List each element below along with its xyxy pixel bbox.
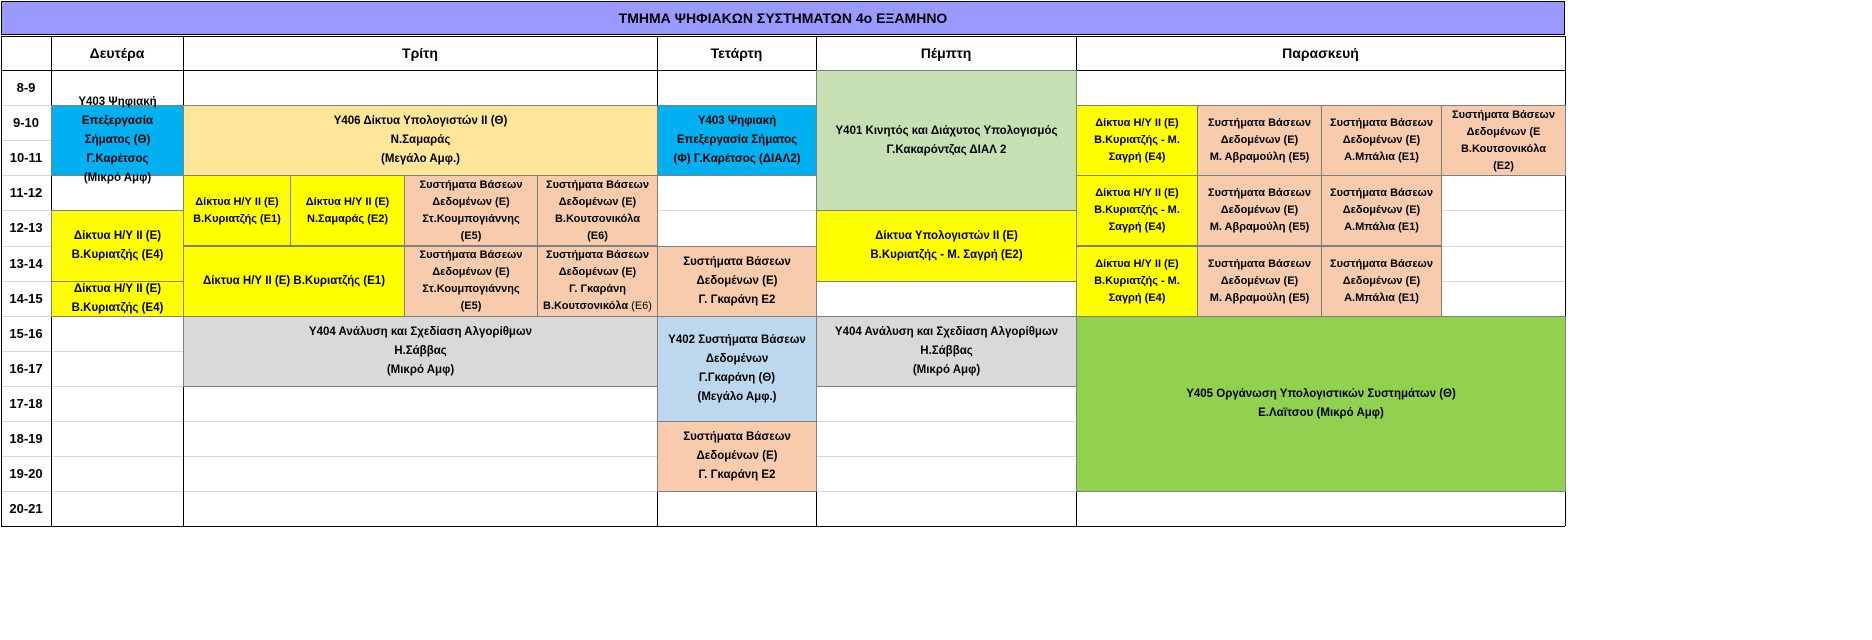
time-slot-label: 20-21 [9,501,43,517]
session-text-line: Υ406 Δίκτυα Υπολογιστών ΙΙ (Θ) [333,115,508,128]
session-text-line: Δεδομένων (Ε) [432,195,510,208]
session-text-line: Μ. Αβραμούλη (Ε5) [1209,291,1310,304]
session-text-line: Δίκτυα Η/Υ ΙΙ (Ε) [73,282,162,295]
session-text-line: (Μικρό Αμφ) [912,363,981,376]
grid-line [1,526,1565,527]
class-session-fri-db-e5-3 [1197,246,1322,317]
class-session-tue-y404 [183,316,658,387]
class-session-fri-db-e1-3 [1321,246,1442,317]
session-text-line: Συστήματα Βάσεων [546,249,649,262]
session-text-line: Γ. Γκαράνη Ε2 [698,469,776,482]
class-session-fri-db-e1-1 [1321,105,1442,176]
session-text-line: Σαγρή (Ε4) [1108,221,1166,234]
day-header: Τετάρτη [710,45,763,61]
session-text-line: Α.Μπάλια (Ε1) [1344,291,1419,304]
session-text-line: Μ. Αβραμούλη (Ε5) [1209,221,1310,234]
session-text-line: Ν.Σαμαράς [390,134,451,147]
session-text-line: Δεδομένων [705,352,769,365]
class-session-fri-db-e5-2 [1197,175,1322,246]
session-text-line: Υ404 Ανάλυση και Σχεδίαση Αλγορίθμων [308,325,533,338]
session-text-line: Δίκτυα Η/Υ ΙΙ (Ε) [305,195,390,208]
day-header: Παρασκευή [1282,45,1359,61]
session-text-line: Δίκτυα Η/Υ ΙΙ (Ε) [1095,187,1179,200]
class-session-thu-y401 [816,70,1077,211]
session-text-line: Η.Σάββας [394,344,447,357]
session-text-line: Συστήματα Βάσεων [1208,117,1311,130]
session-text-line: Υ404 Ανάλυση και Σχεδίαση Αλγορίθμων [834,325,1059,338]
session-text-line: Β.Κυριατζής (Ε1) [193,212,281,225]
class-session-fri-lab-2 [1076,175,1198,246]
session-text-line: Α.Μπάλια (Ε1) [1344,151,1419,164]
session-text-line: Β.Κουτσονικόλα [1460,142,1547,155]
class-session-mon-lab-1 [51,210,184,281]
session-text-line: Συστήματα Βάσεων [1330,117,1433,130]
session-text-line: Δίκτυα Η/Υ ΙΙ (Ε) [1095,117,1179,130]
session-text-line: (Μικρό Αμφ) [386,363,455,376]
class-session-fri-y405 [1076,316,1566,493]
session-text-line: Συστήματα Βάσεων [1330,187,1433,200]
timetable-title: ΤΜΗΜΑ ΨΗΦΙΑΚΩΝ ΣΥΣΤΗΜΑΤΩΝ 4ο ΕΞΑΜΗΝΟ [1,1,1565,35]
session-text-line: Δεδομένων (Ε) [558,266,637,279]
session-text-line: Δίκτυα Η/Υ ΙΙ (Ε) [195,195,279,208]
session-text-line: Συστήματα Βάσεων [419,249,523,262]
session-text-line: Σήματος (Θ) [84,134,151,147]
class-session-tue-y406 [183,105,658,176]
session-text-line: Γ.Κακαρόντζας ΔΙΑΛ 2 [886,143,1007,156]
time-slot-label: 9-10 [12,115,40,131]
class-session-tue-db-e5a [404,175,538,246]
session-text-line: Σαγρή (Ε4) [1108,151,1166,164]
class-session-fri-db-e5-1 [1197,105,1322,176]
time-slot-label: 10-11 [9,150,43,166]
class-session-tue-db-e6a [537,175,658,246]
session-text-line: Δεδομένων (Ε [1466,125,1541,138]
session-text-line: Συστήματα Βάσεων [1208,187,1311,200]
time-slot-label: 12-13 [9,220,43,236]
session-text-line: (Μεγάλο Αμφ.) [697,390,777,403]
session-text-line: (Φ) Γ.Καρέτσος (ΔΙΑΛ2) [673,153,801,166]
session-text-line: Δίκτυα Η/Υ ΙΙ (Ε) [73,229,162,242]
class-session-tue-db-e6b [537,246,658,317]
class-session-thu-lab [816,210,1077,281]
session-text-line: Β.Κυριατζής - Μ. [1094,204,1180,217]
session-text-line: Δίκτυα Η/Υ ΙΙ (Ε) Β.Κυριατζής (Ε1) [202,274,386,287]
session-text-line: Δεδομένων (Ε) [558,195,637,208]
session-text-line: (Μικρό Αμφ) [83,172,152,185]
session-text-line: Δεδομένων (Ε) [1220,204,1299,217]
class-session-tue-lab-e1b [183,246,405,317]
time-slot-label: 13-14 [9,255,43,271]
time-slot-label: 16-17 [9,360,43,376]
session-text-line: Γ.Γκαράνη (Θ) [698,371,776,384]
grid-line [1,70,1565,71]
time-slot-label: 11-12 [9,185,43,201]
class-session-fri-db-e2 [1441,105,1566,176]
time-slot-label: 8-9 [16,80,36,96]
class-session-thu-y404 [816,316,1077,387]
session-text-line: Συστήματα Βάσεων [1208,257,1311,270]
session-text-line: Συστήματα Βάσεων [419,178,523,191]
class-session-mon-y403 [51,96,184,185]
class-session-fri-db-e1-2 [1321,175,1442,246]
time-slot-label: 19-20 [9,466,43,482]
class-session-tue-lab-e2 [290,175,405,246]
session-text-line: Α.Μπάλια (Ε1) [1344,221,1419,234]
class-session-wed-db-2 [657,421,817,492]
class-session-wed-db-1 [657,246,817,317]
session-text-line: Δεδομένων (Ε) [432,266,510,279]
session-text-line: Ε.Λαϊτσου (Μικρό Αμφ) [1258,406,1384,419]
session-text-line: Υ405 Οργάνωση Υπολογιστικών Συστημάτων (Θ) [1186,387,1456,400]
session-text-line: Δεδομένων (Ε) [1342,204,1421,217]
session-text-line: Συστήματα Βάσεων [1452,108,1555,121]
session-text-line: Στ.Κουμπογιάννης [422,283,520,296]
session-text-line: Γ.Καρέτσος [86,153,149,166]
session-text-line: Β.Κουτσονικόλα (Ε6) [543,300,652,313]
session-text-line: Δεδομένων (Ε) [1342,274,1421,287]
class-session-wed-y402 [657,316,817,422]
session-text-line: Επεξεργασία Σήματος [676,134,798,147]
class-session-tue-lab-e1 [183,175,291,246]
time-slot-label: 18-19 [9,431,43,447]
session-text-line: Η.Σάββας [920,344,973,357]
session-text-line: Συστήματα Βάσεων [1330,257,1433,270]
session-text-line: Β.Κυριατζής (Ε4) [71,248,164,261]
class-session-tue-db-e5b [404,246,538,317]
session-text-line: (Ε5) [460,229,482,242]
session-text-line: (Μεγάλο Αμφ.) [381,153,460,166]
time-slot-label: 17-18 [9,395,43,411]
class-session-wed-y403 [657,105,817,176]
session-text-line: Στ.Κουμπογιάννης [422,212,520,225]
session-text-line: Συστήματα Βάσεων [683,255,791,268]
session-text-line: Δεδομένων (Ε) [696,450,778,463]
session-text-suffix: (Ε6) [628,300,652,313]
session-text-line: Δίκτυα Υπολογιστών ΙΙ (Ε) [875,229,1018,242]
session-text-line: (Ε2) [1493,159,1514,172]
day-header: Δευτέρα [89,45,145,61]
session-text-line: Συστήματα Βάσεων [546,178,649,191]
time-slot-label: 14-15 [9,290,43,306]
session-text-line: Β.Κυριατζής - Μ. [1094,134,1180,147]
session-text-line: Δεδομένων (Ε) [1220,134,1299,147]
session-text-line: Υ403 Ψηφιακή [697,115,777,128]
session-text-line: Δεδομένων (Ε) [696,274,778,287]
session-text-line: Υ402 Συστήματα Βάσεων [668,333,806,346]
session-text-line: Υ401 Κινητός και Διάχυτος Υπολογισμός [835,124,1058,137]
session-text-line: Δεδομένων (Ε) [1342,134,1421,147]
class-session-fri-lab-3 [1076,246,1198,317]
session-text-line: Γ. Γκαράνη [568,283,627,296]
session-text-line: Σαγρή (Ε4) [1108,291,1166,304]
session-text-line: Γ. Γκαράνη Ε2 [698,293,776,306]
class-session-mon-lab-2 [51,281,184,317]
class-session-fri-lab-1 [1076,105,1198,176]
session-text-line: Β.Κυριατζής - Μ. Σαγρή (Ε2) [870,248,1023,261]
session-text-line: Δίκτυα Η/Υ ΙΙ (Ε) [1095,257,1179,270]
session-text-line: Μ. Αβραμούλη (Ε5) [1209,151,1310,164]
session-text-line: Β.Κουτσονικόλα [554,212,641,225]
session-text-line: (Ε6) [587,229,608,242]
time-slot-label: 15-16 [9,325,43,341]
session-text-line: Β.Κυριατζής - Μ. [1094,274,1180,287]
session-text-line: Υ403 Ψηφιακή [78,96,157,109]
session-text-line: Δεδομένων (Ε) [1220,274,1299,287]
session-text-line: Β.Κυριατζής (Ε4) [71,301,164,314]
session-text-line: Επεξεργασία [81,115,154,128]
day-header: Πέμπτη [920,45,972,61]
day-header: Τρίτη [402,45,438,61]
session-text-line: Συστήματα Βάσεων [683,431,791,444]
session-text-line: (Ε5) [460,300,482,313]
session-text-line: Ν.Σαμαράς (Ε2) [307,212,388,225]
